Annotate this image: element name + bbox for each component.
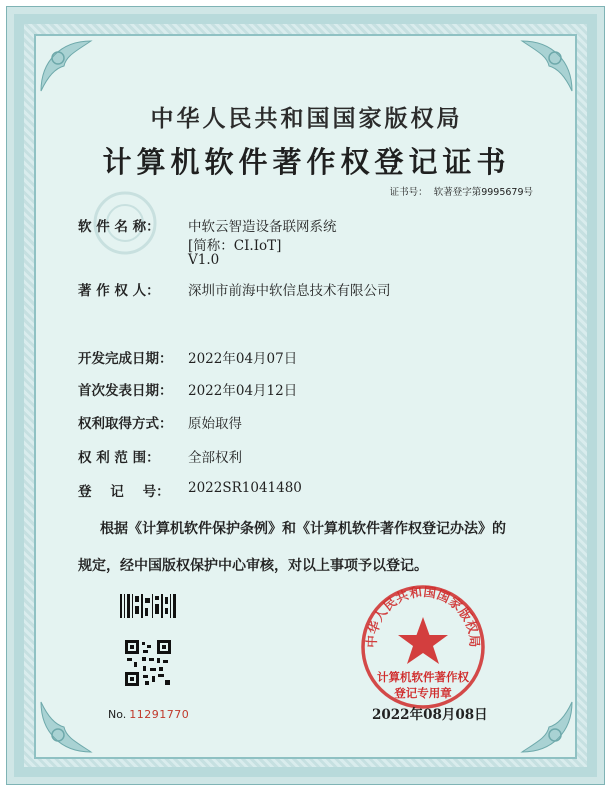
issue-date: 2022年08月08日 bbox=[372, 707, 488, 723]
certificate-number-value: 软著登字第9995679号 bbox=[433, 187, 533, 198]
reg-no-row bbox=[78, 480, 302, 500]
corner-ornament-icon bbox=[517, 697, 577, 757]
scope-label: 权 利 范 围： bbox=[78, 450, 160, 466]
software-name-row bbox=[78, 215, 337, 235]
owner-label: 著 作 权 人： bbox=[78, 283, 160, 299]
dev-date-label: 开发完成日期： bbox=[78, 351, 173, 367]
corner-ornament-icon bbox=[36, 36, 96, 96]
official-seal bbox=[359, 583, 487, 711]
issuing-authority: 中华人民共和国国家版权局 bbox=[150, 105, 463, 132]
reg-no-label: 登 记 号： bbox=[78, 484, 170, 500]
dev-date-row bbox=[78, 347, 298, 367]
pub-date-value: 2022年04月12日 bbox=[188, 383, 298, 399]
certificate-number bbox=[390, 184, 533, 198]
reg-no-value: 2022SR1041480 bbox=[188, 480, 302, 496]
seal-star-icon bbox=[398, 617, 448, 664]
acquire-label: 权利取得方式： bbox=[78, 416, 173, 432]
software-short-name: [简称：CI.IoT] bbox=[188, 238, 282, 254]
software-version: V1.0 bbox=[188, 252, 220, 268]
statement-line-1: 根据《计算机软件保护条例》和《计算机软件著作权登记办法》的 bbox=[100, 521, 506, 537]
certificate-title: 计算机软件著作权登记证书 bbox=[102, 145, 511, 179]
qr-code-icon bbox=[125, 640, 171, 686]
corner-ornament-icon bbox=[36, 697, 96, 757]
serial-prefix: No. bbox=[108, 708, 127, 721]
software-name-label: 软 件 名 称： bbox=[78, 219, 160, 235]
owner-row bbox=[78, 279, 391, 299]
seal-line-1: 计算机软件著作权 bbox=[377, 670, 469, 684]
acquire-value: 原始取得 bbox=[188, 416, 242, 432]
serial-number bbox=[108, 708, 189, 721]
acquire-row bbox=[78, 412, 242, 432]
seal-line-2: 登记专用章 bbox=[394, 686, 452, 700]
pub-date-label: 首次发表日期： bbox=[78, 383, 173, 399]
software-name-value: 中软云智造设备联网系统 bbox=[188, 219, 337, 235]
barcode-icon bbox=[120, 594, 176, 618]
certificate-number-label: 证书号： bbox=[389, 187, 428, 198]
seal-ring-text: 中华人民共和国国家版权局 bbox=[363, 584, 483, 648]
statement-line-2: 规定，经中国版权保护中心审核，对以上事项予以登记。 bbox=[78, 558, 428, 574]
scope-row bbox=[78, 446, 242, 466]
serial-number-value: 11291770 bbox=[129, 708, 190, 721]
owner-value: 深圳市前海中软信息技术有限公司 bbox=[188, 283, 391, 299]
dev-date-value: 2022年04月07日 bbox=[188, 351, 298, 367]
corner-ornament-icon bbox=[517, 36, 577, 96]
pub-date-row bbox=[78, 379, 298, 399]
scope-value: 全部权利 bbox=[188, 450, 242, 466]
